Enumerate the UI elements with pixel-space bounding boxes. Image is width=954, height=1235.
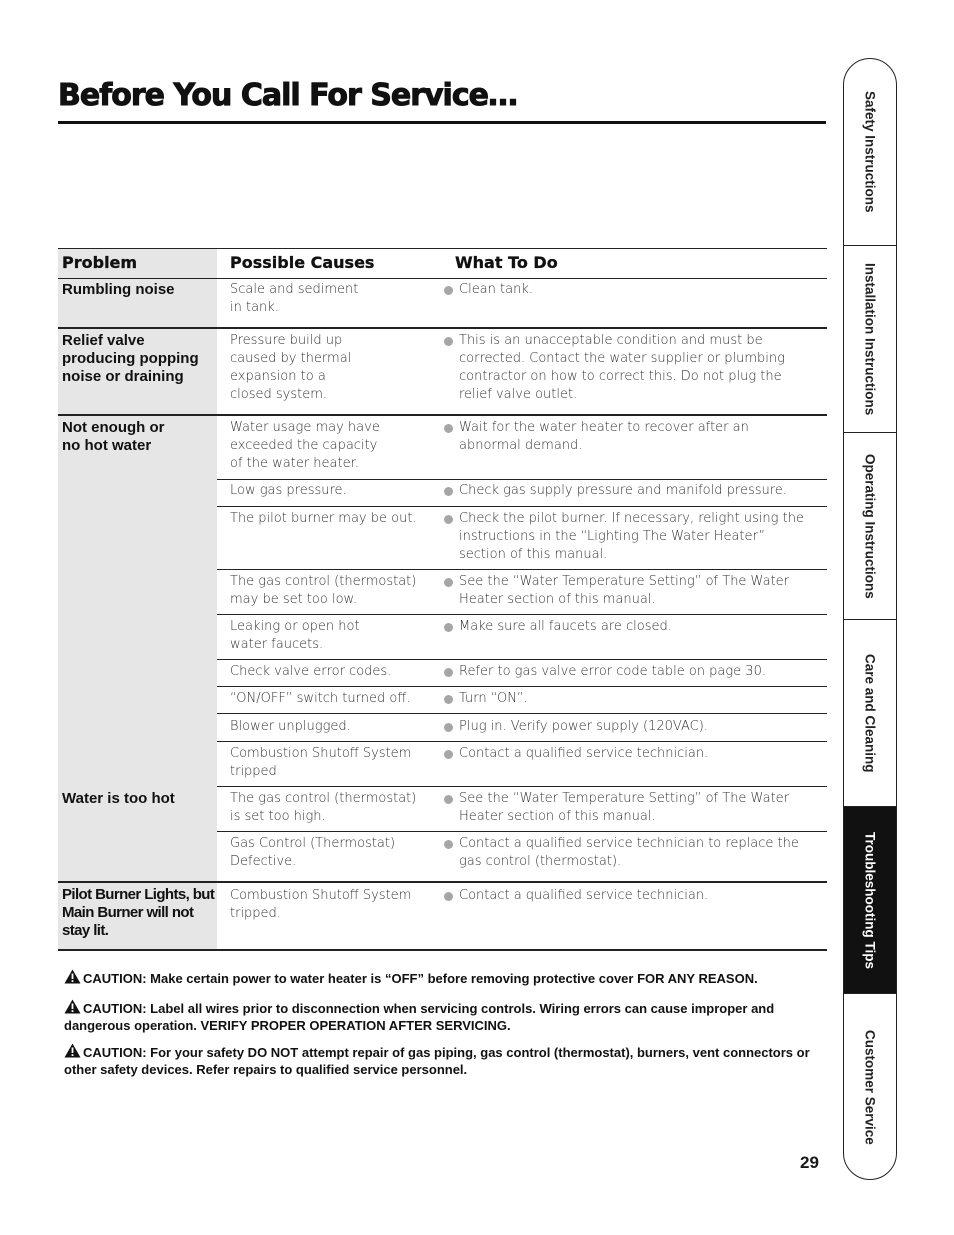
- warning-triangle-icon: [64, 1043, 81, 1058]
- cause-text: Water usage may have exceeded the capacity of the water heater.: [230, 420, 380, 471]
- cause-text: Scale and sediment in tank.: [230, 282, 359, 315]
- cause-text: The gas control (thermostat) is set too high.: [230, 791, 417, 824]
- cause-text: The gas control (thermostat) may be set too low.: [230, 574, 417, 607]
- todo-text: Refer to gas valve error code table on page 30.: [459, 664, 766, 679]
- todo-text: Wait for the water heater to recover after an abnormal demand.: [459, 420, 749, 453]
- todo-text: Contact a qualified service technician to replace the gas control (thermostat).: [459, 836, 799, 869]
- side-tab-care-and-cleaning[interactable]: Care and Cleaning: [844, 620, 896, 807]
- todo-text: Contact a qualified service technician.: [459, 746, 709, 761]
- cause-text: Combustion Shutoff System tripped.: [230, 888, 412, 921]
- section-side-tabs: [843, 58, 897, 1180]
- todo-text: Check the pilot burner. If necessary, relight using the instructions in the “Lighting The Water Heater” section of this manual.: [459, 511, 804, 562]
- cause-text: Check valve error codes.: [230, 664, 392, 679]
- caution-gas-piping: CAUTION: For your safety DO NOT attempt repair of gas piping, gas control (thermostat), burners, vent connectors or other safety devices. Refer repairs to qualified service personnel.: [64, 1045, 810, 1077]
- side-tab-installation-instructions[interactable]: Installation Instructions: [844, 246, 896, 433]
- row-rule: [217, 506, 827, 507]
- todo-text: This is an unacceptable condition and must be corrected. Contact the water supplier or plumbing contractor on how to correct this. Do not plug the relief valve outlet.: [459, 333, 785, 402]
- header-possible-causes: Possible Causes: [230, 253, 375, 272]
- bullet-icon: [444, 795, 453, 804]
- problem-water-too-hot: Water is too hot: [62, 790, 175, 807]
- bullet-icon: [444, 487, 453, 496]
- side-tab-troubleshooting-tips[interactable]: Troubleshooting Tips: [844, 807, 896, 994]
- caution-wiring: CAUTION: Label all wires prior to disconnection when servicing controls. Wiring errors can cause improper and dangerous operation. VERIFY PROPER OPERATION AFTER SERVICING.: [64, 1001, 775, 1033]
- problem-pilot-burner: Pilot Burner Lights, but Main Burner will not stay lit.: [62, 886, 215, 939]
- todo-text: Make sure all faucets are closed.: [459, 619, 672, 634]
- page-title: Before You Call For Service…: [58, 78, 517, 113]
- todo-text: Clean tank.: [459, 282, 533, 297]
- header-problem: Problem: [62, 253, 138, 272]
- row-rule: [217, 659, 827, 660]
- todo-text: Turn “ON”.: [459, 691, 528, 706]
- side-tab-customer-service[interactable]: Customer Service: [862, 1030, 878, 1145]
- problem-relief-valve: Relief valve producing popping noise or draining: [62, 332, 199, 385]
- bullet-icon: [444, 668, 453, 677]
- bullet-icon: [444, 286, 453, 295]
- problem-rumbling-noise: Rumbling noise: [62, 281, 175, 298]
- cause-text: Blower unplugged.: [230, 719, 351, 734]
- row-rule: [217, 741, 827, 742]
- todo-text: Contact a qualified service technician.: [459, 888, 709, 903]
- row-rule: [217, 831, 827, 832]
- bullet-icon: [444, 578, 453, 587]
- row-rule: [217, 713, 827, 714]
- todo-text: Check gas supply pressure and manifold pressure.: [459, 483, 787, 498]
- cause-text: Pressure build up caused by thermal expansion to a closed system.: [230, 333, 352, 402]
- todo-text: Plug in. Verify power supply (120VAC).: [459, 719, 708, 734]
- bullet-icon: [444, 840, 453, 849]
- bullet-icon: [444, 750, 453, 759]
- row-rule: [217, 686, 827, 687]
- table-bottom-rule: [58, 949, 827, 951]
- bullet-icon: [444, 623, 453, 632]
- caution-power: CAUTION: Make certain power to water heater is “OFF” before removing protective cover FOR ANY REASON.: [64, 969, 824, 987]
- bullet-icon: [444, 424, 453, 433]
- bullet-icon: [444, 695, 453, 704]
- problem-not-enough-hot-water: Not enough or no hot water: [62, 419, 165, 454]
- bullet-icon: [444, 515, 453, 524]
- todo-text: See the “Water Temperature Setting” of The Water Heater section of this manual.: [459, 791, 789, 824]
- bullet-icon: [444, 723, 453, 732]
- todo-text: See the “Water Temperature Setting” of The Water Heater section of this manual.: [459, 574, 789, 607]
- cause-text: The pilot burner may be out.: [230, 511, 417, 526]
- title-rule: [58, 121, 826, 124]
- row-rule: [217, 569, 827, 570]
- warning-triangle-icon: [64, 969, 81, 984]
- header-what-to-do: What To Do: [455, 253, 558, 272]
- cause-text: Leaking or open hot water faucets.: [230, 619, 360, 652]
- problem-cell: [58, 416, 217, 881]
- bullet-icon: [444, 337, 453, 346]
- row-rule: [217, 786, 827, 787]
- cause-text: “ON/OFF” switch turned off.: [230, 691, 411, 706]
- side-tab-operating-instructions[interactable]: Operating Instructions: [844, 433, 896, 620]
- cause-text: Low gas pressure.: [230, 483, 347, 498]
- warning-triangle-icon: [64, 999, 81, 1014]
- side-tab-safety-instructions[interactable]: Safety Instructions: [844, 59, 896, 246]
- row-rule: [217, 479, 827, 480]
- row-rule: [217, 614, 827, 615]
- page-number: 29: [800, 1153, 819, 1172]
- cause-text: Gas Control (Thermostat) Defective.: [230, 836, 396, 869]
- cause-text: Combustion Shutoff System tripped: [230, 746, 412, 779]
- bullet-icon: [444, 892, 453, 901]
